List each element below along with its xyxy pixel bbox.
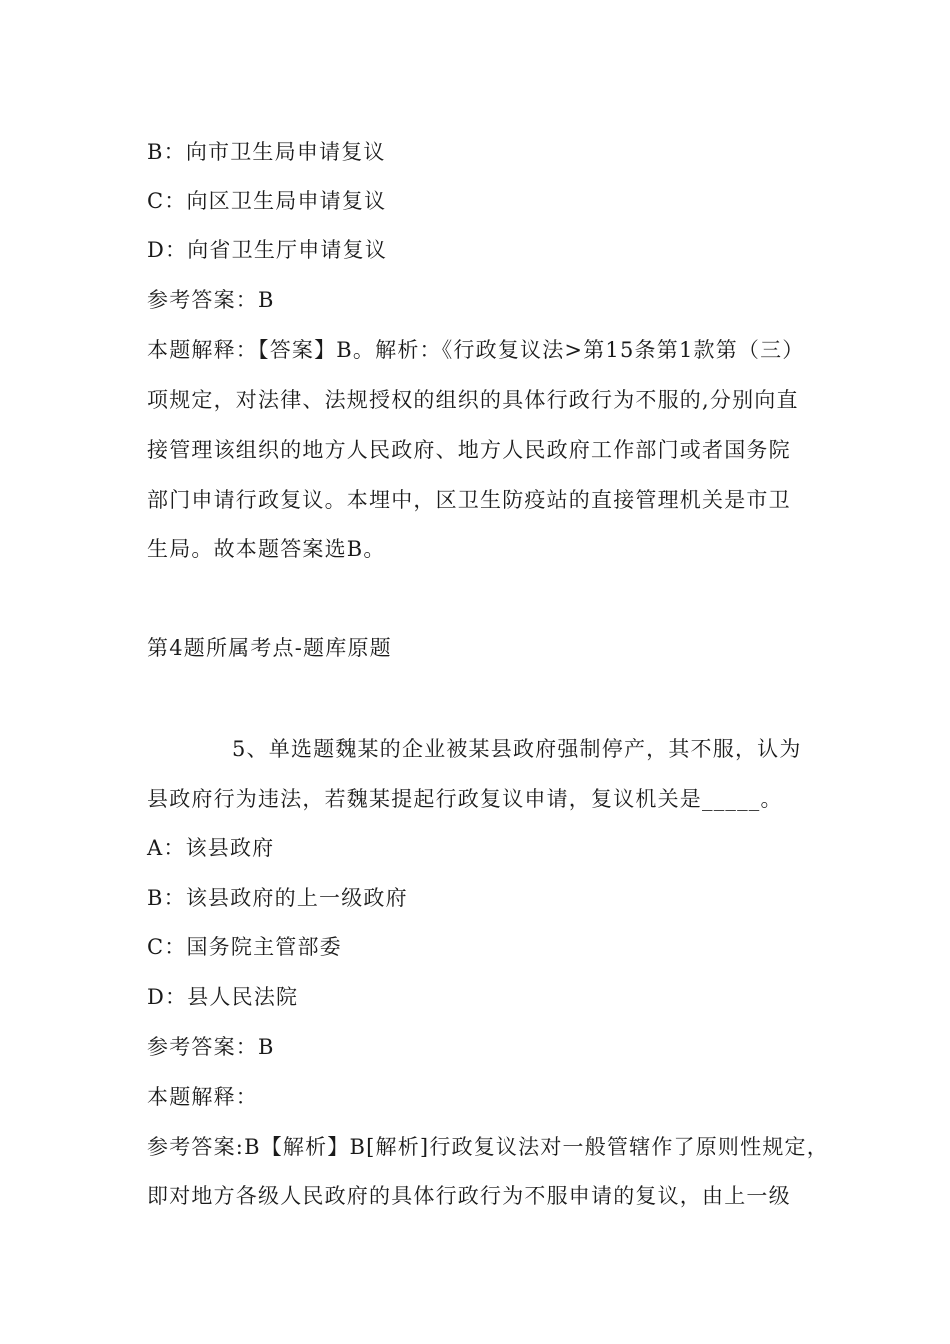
q3-option-d: D：向省卫生厅申请复议 <box>147 238 388 262</box>
q3-answer: 参考答案：B <box>147 288 275 312</box>
q5-option-b: B：该县政府的上一级政府 <box>147 886 408 910</box>
q3-explanation-line: 项规定，对法律、法规授权的组织的具体行政行为不服的,分别向直 <box>147 388 799 412</box>
q5-explanation-label: 本题解释： <box>147 1085 258 1109</box>
q3-option-c: C：向区卫生局申请复议 <box>147 189 387 213</box>
q3-explanation-line: 接管理该组织的地方人民政府、地方人民政府工作部门或者国务院 <box>147 438 791 462</box>
q5-question-line: 县政府行为违法，若魏某提起行政复议申请，复议机关是_____。 <box>147 787 783 811</box>
q3-option-b: B：向市卫生局申请复议 <box>147 140 386 164</box>
q5-option-c: C：国务院主管部委 <box>147 935 342 959</box>
q5-option-d: D：县人民法院 <box>147 985 299 1009</box>
q3-explanation-line: 部门申请行政复议。本埋中，区卫生防疫站的直接管理机关是市卫 <box>147 488 791 512</box>
q3-explanation-line: 本题解释：【答案】B。解析：《行政复议法>第15条第1款第（三） <box>147 338 805 362</box>
q5-explanation-line: 参考答案:B【解析】B[解析]行政复议法对一般管辖作了原则性规定， <box>147 1135 829 1159</box>
q5-answer: 参考答案：B <box>147 1035 275 1059</box>
q5-explanation-line: 即对地方各级人民政府的具体行政行为不服申请的复议，由上一级 <box>147 1184 791 1208</box>
q5-question-line: 5、单选题魏某的企业被某县政府强制停产，其不服，认为 <box>232 737 802 761</box>
q3-explanation-line: 生局。故本题答案选B。 <box>147 537 386 561</box>
q5-option-a: A：该县政府 <box>147 836 275 860</box>
q3-knowledge-point: 第4题所属考点-题库原题 <box>147 636 392 660</box>
